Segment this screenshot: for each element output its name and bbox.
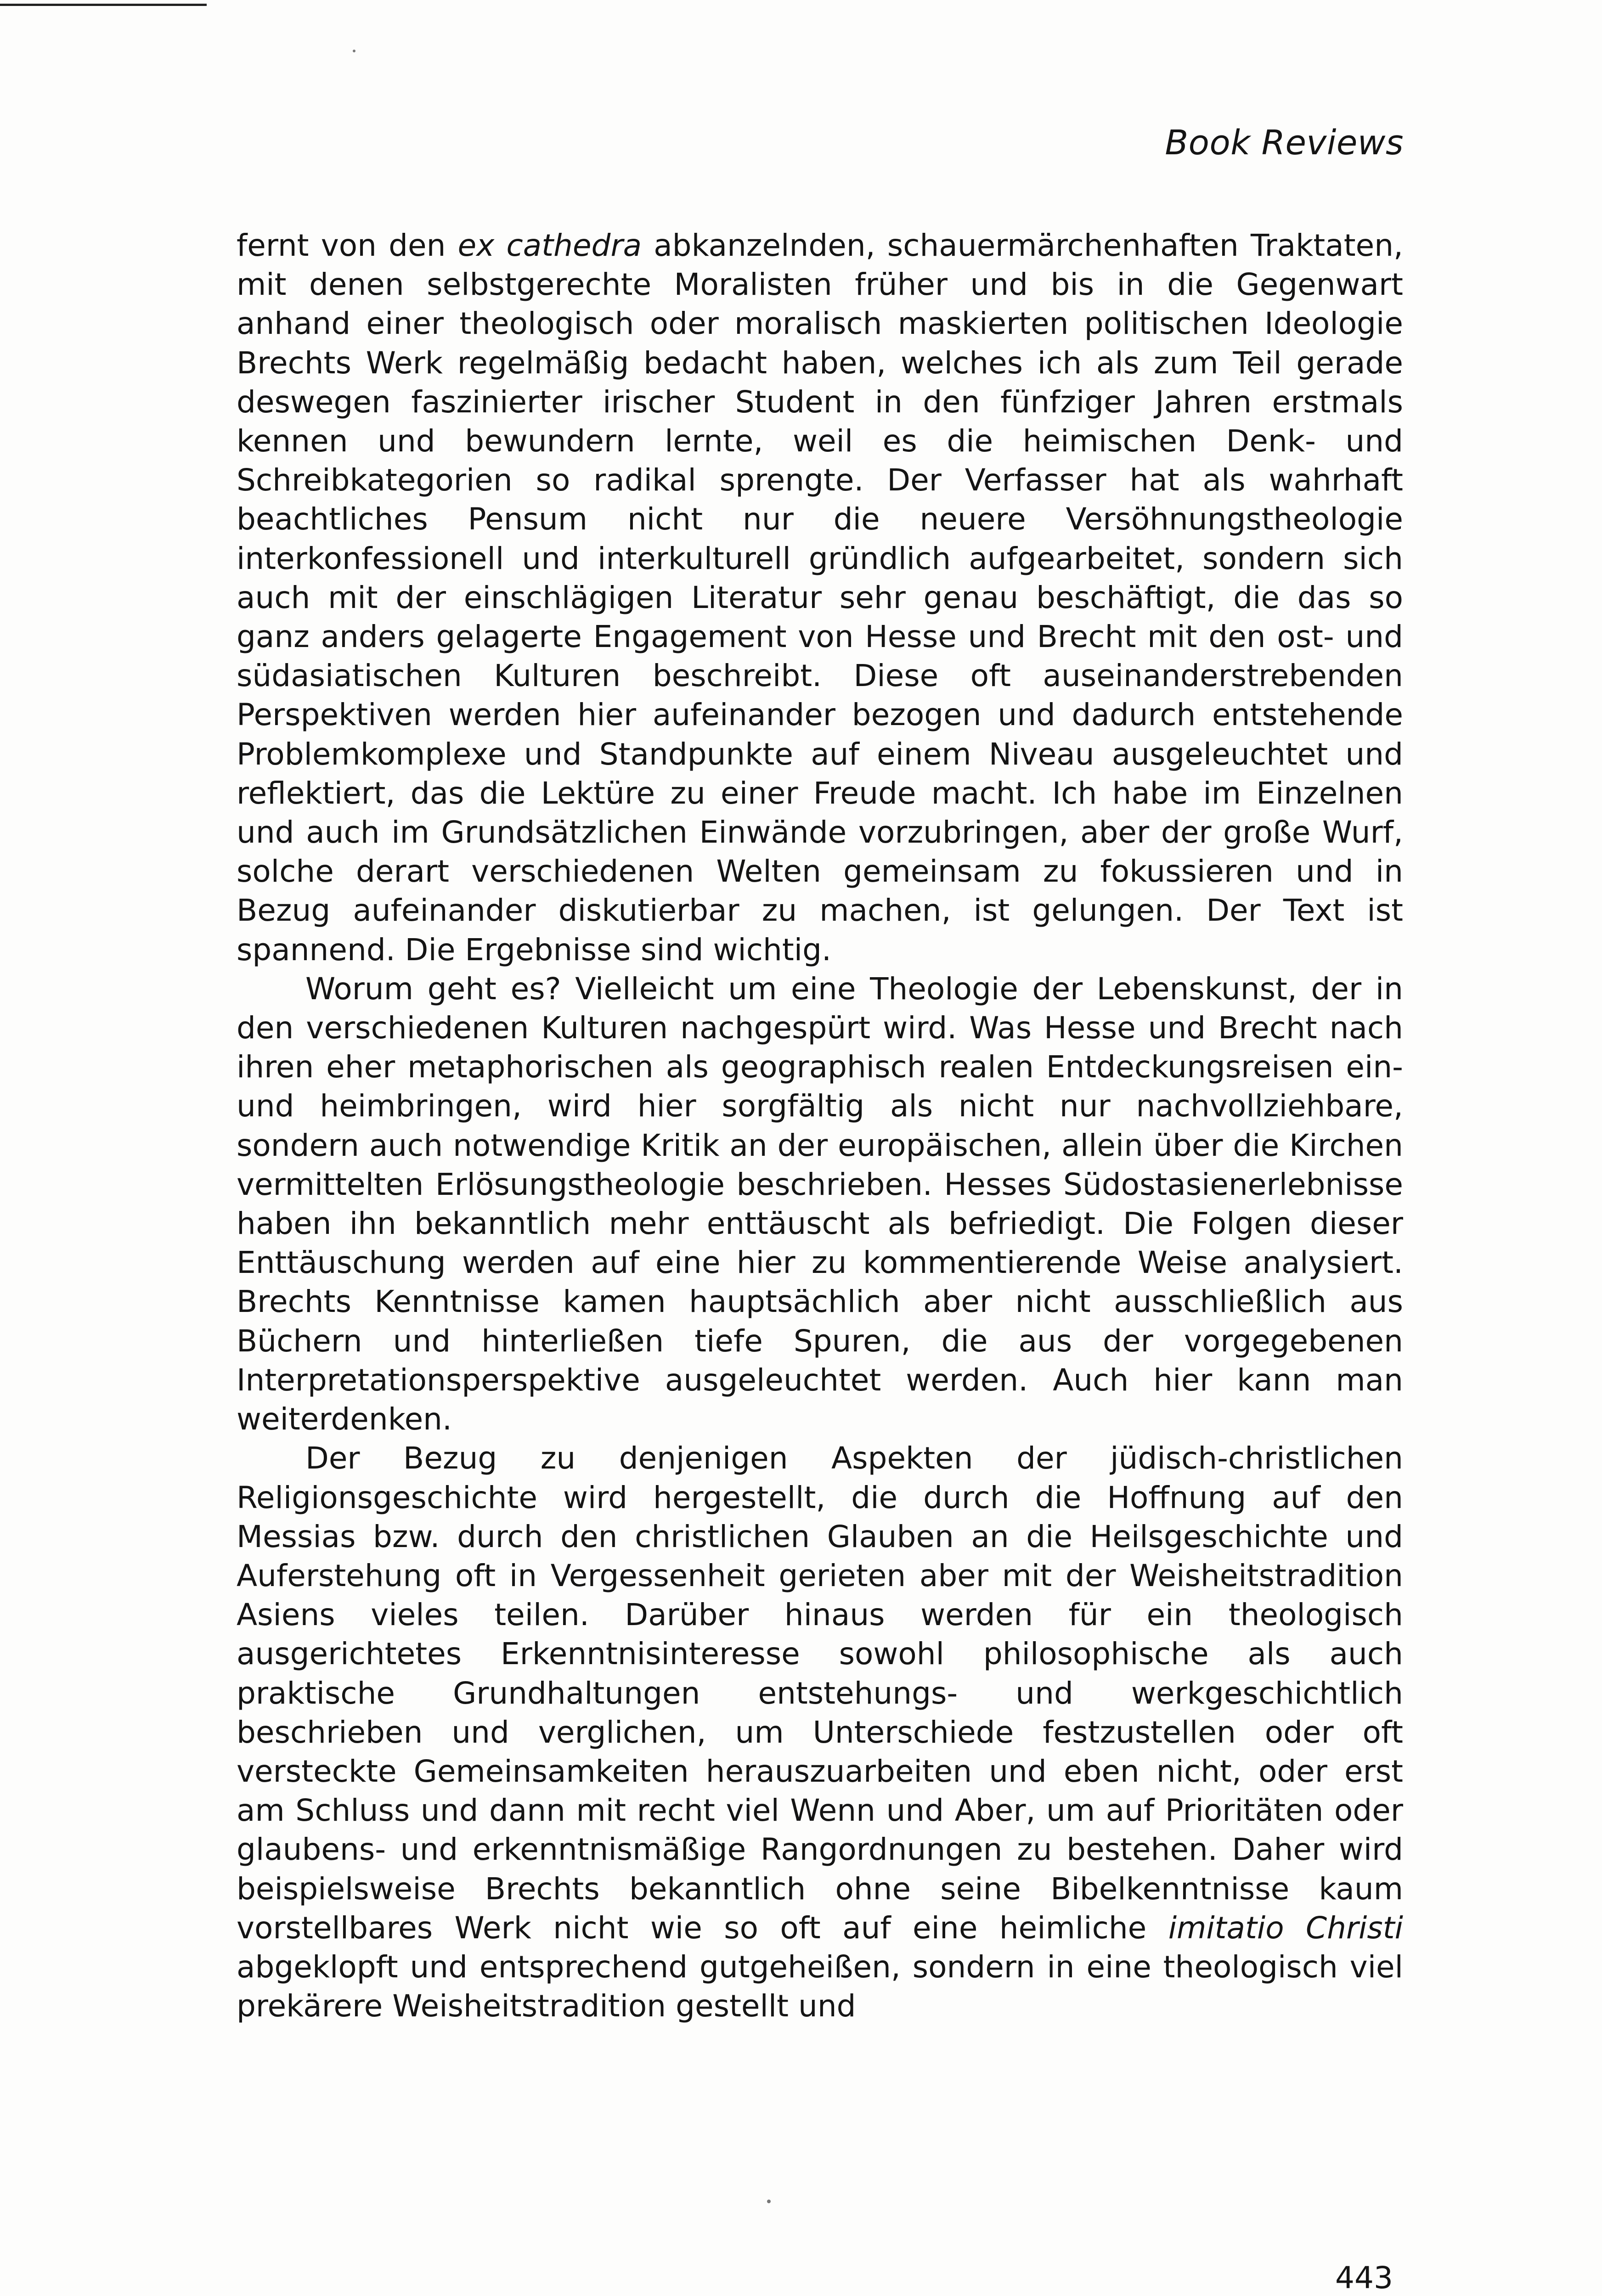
paragraph-1 [237,226,1403,969]
paragraph-3-italic-phrase: imitatio Christi [1168,1910,1403,1946]
paragraph-2 [237,969,1403,1439]
review-body-text [237,226,1403,2026]
paragraph-3-text: Der Bezug zu denjenigen Aspekten der jüdisch-christlichen Religionsgeschichte wird hergestellt, die durch die Hoffnung auf den Messias bzw. durch den christlichen Glauben an die Heilsgeschichte und Auferstehung oft in Vergessenheit gerieten aber mit der Weisheitstradition Asiens vieles teilen. Darüber hinaus werden für ein theologisch ausgerichtetes Erkenntnisinteresse sowohl philosophische als auch praktische Grundhaltungen entstehungs- und werkgeschichtlich beschrieben und verglichen, um Unterschiede festzustellen oder oft versteckte Gemeinsamkeiten herauszuarbeiten und eben nicht, oder erst am Schluss und dann mit recht viel Wenn und Aber, um auf Prioritäten oder glaubens- und erkenntnismäßige Rangordnungen zu bestehen. Daher wird beispielsweise Brechts bekanntlich ohne seine Bibelkenntnisse kaum vorstellbares Werk nicht wie so oft auf eine heimliche [237,1441,1403,1946]
paragraph-2-text: Worum geht es? Vielleicht um eine Theologie der Lebenskunst, der in den verschiedenen Kulturen nachgespürt wird. Was Hesse und Brecht nach ihren eher metaphorischen als geographisch realen Entdeckungsreisen ein- und heimbringen, wird hier sorgfältig als nicht nur nachvollziehbare, sondern auch notwendige Kritik an der europäischen, allein über die Kirchen vermittelten Erlösungstheologie beschrieben. Hesses Südostasienerlebnisse haben ihn bekanntlich mehr enttäuscht als befriedigt. Die Folgen dieser Enttäuschung werden auf eine hier zu kommentierende Weise analysiert. Brechts Kenntnisse kamen hauptsächlich aber nicht ausschließlich aus Büchern und hinterließen tiefe Spuren, die aus der vorgegebenen Interpretationsperspektive ausgeleuchtet werden. Auch hier kann man weiterdenken. [237,971,1403,1437]
paragraph-1-text-continued: abkanzelnden, schauermärchenhaften Traktaten, mit denen selbstgerechte Moralisten früher und bis in die Gegenwart anhand einer theologisch oder moralisch maskierten politischen Ideologie Brechts Werk regelmäßig bedacht haben, welches ich als zum Teil gerade deswegen faszinierter irischer Student in den fünfziger Jahren erstmals kennen und bewundern lernte, weil es die heimischen Denk- und Schreibkategorien so radikal sprengte. Der Verfasser hat als wahrhaft beachtliches Pensum nicht nur die neuere Versöhnungstheologie interkonfessionell und interkulturell gründlich aufgearbeitet, sondern sich auch mit der einschlägigen Literatur sehr genau beschäftigt, die das so ganz anders gelagerte Engagement von Hesse und Brecht mit den ost- und südasiatischen Kulturen beschreibt. Diese oft auseinanderstrebenden Perspektiven werden hier aufeinander bezogen und dadurch entstehende Problemkomplexe und Standpunkte auf einem Niveau ausgeleuchtet und reflektiert, das die Lektüre zu einer Freude macht. Ich habe im Einzelnen und auch im Grundsätzlichen Einwände vorzubringen, aber der große Wurf, solche derart verschiedenen Welten gemeinsam zu fokussieren und in Bezug aufeinander diskutierbar zu machen, ist gelungen. Der Text ist spannend. Die Ergebnisse sind wichtig. [237,228,1404,968]
scan-speck [353,50,355,52]
paragraph-3 [237,1439,1403,2026]
top-edge-rule [0,4,207,6]
paragraph-1-italic-phrase: ex cathedra [457,228,642,263]
paragraph-1-text: fernt von den [237,228,458,263]
page-number: 443 [1335,2260,1393,2296]
running-head: Book Reviews [1165,123,1404,163]
paragraph-3-text-continued: abgeklopft und entsprechend gutgeheißen, sondern in eine theologisch viel prekärere Weisheitstradition gestellt und [237,1949,1403,2024]
scan-speck [767,2200,771,2203]
